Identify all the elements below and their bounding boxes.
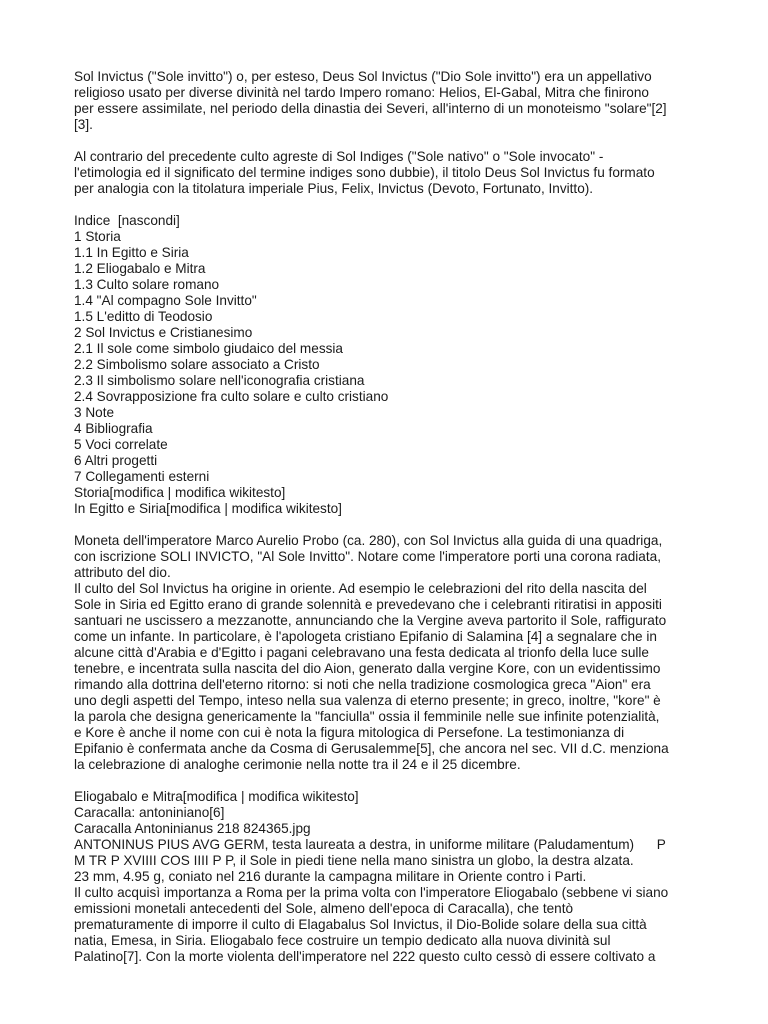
toc-item[interactable]: 4 Bibliografia: [74, 421, 153, 436]
toc-heading: Indice [nascondi]: [74, 213, 180, 228]
paragraph-gap: [74, 133, 694, 149]
egitto-body: [74, 533, 694, 773]
toc-item[interactable]: 1.5 L'editto di Teodosio: [74, 309, 213, 324]
text-line: ANTONINUS PIUS AVG GERM, testa laureata a destra, in uniforme militare (Paludamentum) P: [74, 837, 666, 852]
paragraph-gap: [74, 773, 694, 789]
text-line: Epifanio è confermata anche da Cosma di Gerusalemme[5], che ancora nel sec. VII d.C. menziona: [74, 741, 669, 756]
toc-item[interactable]: 2.3 Il simbolismo solare nell'iconografia cristiana: [74, 373, 365, 388]
text-line: rimando alla dottrina dell'eterno ritorno: si noti che nella tradizione cosmologica greca "Aion" era: [74, 677, 651, 692]
text-line: Il culto del Sol Invictus ha origine in oriente. Ad esempio le celebrazioni del rito della nascita del: [74, 581, 647, 596]
toc-item[interactable]: 5 Voci correlate: [74, 437, 168, 452]
toc-item[interactable]: 7 Collegamenti esterni: [74, 469, 210, 484]
text-line: e Kore è anche il nome con cui è nota la figura mitologica di Persefone. La testimonianza di: [74, 725, 625, 740]
toc-item[interactable]: 1.1 In Egitto e Siria: [74, 245, 189, 260]
section-heading-egitto: In Egitto e Siria[modifica | modifica wikitesto]: [74, 501, 342, 516]
text-line: l'etimologia ed il significato del termine indiges sono dubbie), il titolo Deus Sol Invictus fu formato: [74, 165, 655, 180]
table-of-contents: [74, 213, 694, 485]
text-line: Sol Invictus ("Sole invitto") o, per esteso, Deus Sol Invictus ("Dio Sole invitto") era un appellativo: [74, 69, 652, 84]
text-line: Il culto acquisì importanza a Roma per la prima volta con l'imperatore Eliogabalo (sebbene vi siano: [74, 885, 669, 900]
text-line: religioso usato per diverse divinità nel tardo Impero romano: Helios, El-Gabal, Mitra che finirono: [74, 85, 649, 100]
paragraph-gap: [74, 197, 694, 213]
intro-paragraph-1: [74, 69, 694, 133]
text-line: per essere assimilate, nel periodo della dinastia dei Severi, all'interno di un monoteismo "solare"[2]: [74, 101, 667, 116]
toc-item[interactable]: 2.2 Simbolismo solare associato a Cristo: [74, 357, 320, 372]
text-line: Sole in Siria ed Egitto erano di grande solennità e prevedevano che i celebranti ritiratisi in appositi: [74, 597, 662, 612]
text-line: uno degli aspetti del Tempo, inteso nella sua valenza di eterno presente; in greco, inoltre, "kore" è: [74, 693, 661, 708]
toc-item[interactable]: 1.4 "Al compagno Sole Invitto": [74, 293, 257, 308]
toc-item[interactable]: 1 Storia: [74, 229, 121, 244]
toc-item[interactable]: 3 Note: [74, 405, 115, 420]
text-line: la celebrazione di analoghe cerimonie nella notte tra il 24 e il 25 dicembre.: [74, 757, 521, 772]
text-line: 23 mm, 4.95 g, coniato nel 216 durante la campagna militare in Oriente contro i Parti.: [74, 869, 587, 884]
toc-item[interactable]: 1.3 Culto solare romano: [74, 277, 220, 292]
text-line: con iscrizione SOLI INVICTO, "Al Sole Invitto". Notare come l'imperatore porti una corona radiata,: [74, 549, 661, 564]
document-page: [74, 69, 694, 965]
text-line: santuari ne uscissero a mezzanotte, annunciando che la Vergine aveva partorito il Sole, raffigurato: [74, 613, 667, 628]
text-line: come un infante. In particolare, è l'apologeta cristiano Epifanio di Salamina [4] a segnalare che in: [74, 629, 657, 644]
text-line: Caracalla Antoninianus 218 824365.jpg: [74, 821, 311, 836]
text-line: Caracalla: antoniniano[6]: [74, 805, 225, 820]
intro-paragraph-2: [74, 149, 694, 197]
toc-item[interactable]: 2.1 Il sole come simbolo giudaico del messia: [74, 341, 343, 356]
text-line: tenebre, e incentrata sulla nascita del dio Aion, generato dalla vergine Kore, con un evidentissimo: [74, 661, 661, 676]
text-line: emissioni monetali antecedenti del Sole, almeno dell'epoca di Caracalla), che tentò: [74, 901, 574, 916]
text-line: alcune città d'Arabia e d'Egitto i pagani celebravano una festa dedicata al trionfo della luce sulle: [74, 645, 649, 660]
text-line: attributo del dio.: [74, 565, 171, 580]
section-heading-eliogabalo: Eliogabalo e Mitra[modifica | modifica wikitesto]: [74, 789, 359, 804]
text-line: Al contrario del precedente culto agreste di Sol Indiges ("Sole nativo" o "Sole invocato" -: [74, 149, 604, 164]
paragraph-gap: [74, 517, 694, 533]
text-line: [3].: [74, 117, 93, 132]
text-line: M TR P XVIIII COS IIII P P, il Sole in piedi tiene nella mano sinistra un globo, la destra alzata.: [74, 853, 634, 868]
text-line: per analogia con la titolatura imperiale Pius, Felix, Invictus (Devoto, Fortunato, Invitto).: [74, 181, 594, 196]
eliogabalo-body: [74, 805, 694, 965]
text-line: Moneta dell'imperatore Marco Aurelio Probo (ca. 280), con Sol Invictus alla guida di una quadriga,: [74, 533, 663, 548]
toc-item[interactable]: 2.4 Sovrapposizione fra culto solare e culto cristiano: [74, 389, 389, 404]
toc-item[interactable]: 2 Sol Invictus e Cristianesimo: [74, 325, 253, 340]
text-line: la parola che designa genericamente la "fanciulla" ossia il femminile nelle sue infinite potenzialità,: [74, 709, 660, 724]
toc-item[interactable]: 6 Altri progetti: [74, 453, 158, 468]
text-line: natia, Emesa, in Siria. Eliogabalo fece costruire un tempio dedicato alla nuova divinità sul: [74, 933, 611, 948]
text-line: prematuramente di imporre il culto di Elagabalus Sol Invictus, il Dio-Bolide solare della sua città: [74, 917, 647, 932]
text-line: Palatino[7]. Con la morte violenta dell'imperatore nel 222 questo culto cessò di essere coltivato a: [74, 949, 656, 964]
toc-item[interactable]: 1.2 Eliogabalo e Mitra: [74, 261, 206, 276]
section-heading-storia: Storia[modifica | modifica wikitesto]: [74, 485, 286, 500]
